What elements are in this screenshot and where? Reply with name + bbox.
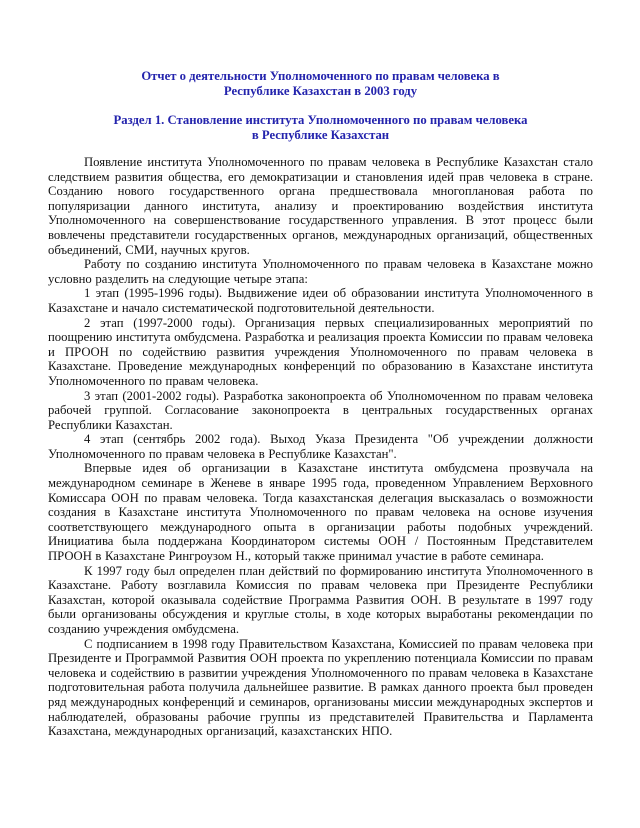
paragraph-project-1998: С подписанием в 1998 году Правительством Казахстана, Комиссией по правам человека при Президенте и Программой Развития ООН проекта по укреплению потенциала Комиссии по правам человека и содействию в развитии учреждения Уполномоченного по правам человека в Казахстане подготовительная работа получила дальнейшее развитие. В рамках данного проекта был проведен ряд международных конференций и семинаров, организованы миссии международных экспертов и наблюдателей, образованы рабочие группы из представителей Правительства и Парламента Казахстана, международных организаций, казахстанских НПО.: [48, 636, 593, 739]
document-body: [48, 155, 593, 739]
paragraph-geneva-1995: Впервые идея об организации в Казахстане института омбудсмена прозвучала на международном семинаре в Женеве в январе 1995 года, проведенном Управлением Верховного Комиссара ООН по правам человека. Тогда казахстанская делегация высказалась о возможности создания в Казахстане института Уполномоченного по правам человека на основе изучения соответствующего международного опыта в организации работы подобных учреждений. Инициатива была поддержана Координатором системы ООН / Постоянным Представителем ПРООН в Казахстане Рингроузом Н., который также принимал участие в работе семинара.: [48, 461, 593, 564]
paragraph-stage-1: 1 этап (1995-1996 годы). Выдвижение идеи об образовании института Уполномоченного в Казахстане и начало систематической подготовительной деятельности.: [48, 286, 593, 315]
section-heading: [48, 113, 593, 143]
document-title-line-2: Республике Казахстан в 2003 году: [223, 84, 418, 98]
section-heading-line-2: в Республике Казахстан: [251, 128, 390, 142]
paragraph-stage-2: 2 этап (1997-2000 годы). Организация первых специализированных мероприятий по поощрению института омбудсмена. Разработка и реализация проекта Комиссии по правам человека и ПРООН по содействию развития учреждения Уполномоченного по правам человека в Казахстане. Проведение международных конференций по образованию в Казахстане института Уполномоченного по правам человека.: [48, 315, 593, 388]
document-title: [48, 69, 593, 99]
paragraph-stages-lead: Работу по созданию института Уполномоченного по правам человека в Казахстане можно условно разделить на следующие четыре этапа:: [48, 257, 593, 286]
section-heading-line-1: Раздел 1. Становление института Уполномоченного по правам человека: [113, 113, 528, 127]
document-title-line-1: Отчет о деятельности Уполномоченного по правам человека в: [141, 69, 500, 83]
paragraph-intro: Появление института Уполномоченного по правам человека в Республике Казахстан стало следствием развития общества, его демократизации и становления идей прав человека в стране. Созданию нового государственного органа предшествовала многоплановая работа по популяризации данного института, анализу и проектированию воздействия института Уполномоченного на совершенствование государственного управления. В этот процесс были вовлечены представители государственных органов, международных организаций, общественных объединений, СМИ, научных кругов.: [48, 155, 593, 257]
paragraph-plan-1997: К 1997 году был определен план действий по формированию института Уполномоченного в Казахстане. Работу возглавила Комиссия по правам человека при Президенте Республики Казахстан, которой оказывала содействие Программа Развития ООН. В результате в 1997 году были организованы обсуждения и круглые столы, в ходе которых выработаны рекомендации по созданию учреждения омбудсмена.: [48, 563, 593, 636]
paragraph-stage-3: 3 этап (2001-2002 годы). Разработка законопроекта об Уполномоченном по правам человека рабочей группой. Согласование законопроекта в центральных государственных органах Республики Казахстан.: [48, 388, 593, 432]
paragraph-stage-4: 4 этап (сентябрь 2002 года). Выход Указа Президента "Об учреждении должности Уполномоченного по правам человека в Республике Казахстан".: [48, 432, 593, 461]
